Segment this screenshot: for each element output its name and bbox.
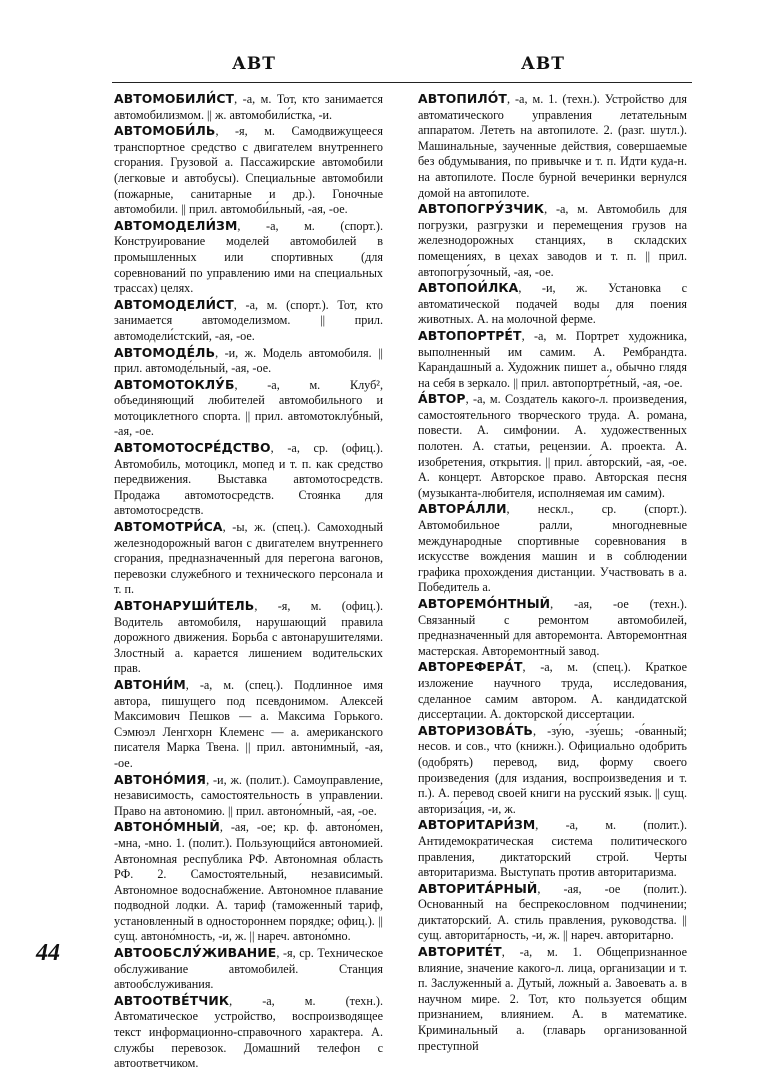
entry-definition: , -и, ж. Модель автомобиля. || прил. автомоде́льный, -ая, -ое. [114,345,383,376]
dictionary-entry [418,280,687,328]
entry-headword: АВТОНО́МНЫЙ [114,819,220,835]
entry-headword: АВТОРИТА́РНЫЙ [418,880,538,896]
entry-headword: АВТОРИЗОВА́ТЬ [418,722,533,738]
entry-definition: , -а, м. Создатель какого-л. произведения, самостоятельного творческого труда. А. романа, повести. А. симфонии. А. художественных полотен. А. статьи, рецензии. А. проекта. А. изобретения, открытия. || прил. а́вторский, -ая, -ое. А. концерт. Авторское право. Авторская песня (музыканта-любителя, исполняемая им самим). [418,392,687,500]
dictionary-entry [418,596,687,659]
dictionary-entry [418,201,687,280]
dictionary-entry [418,881,687,944]
entry-definition: , -а, м. Клуб², объединяющий любителей автомобильного и мотоциклетного спорта. || прил. автомотоклу́бный, -ая, -ое. [114,377,383,439]
dictionary-entry [114,772,383,820]
entry-definition: , -ая, -ое; кр. ф. автоно́мен, -мна, -мно. 1. (полит.). Пользующийся автономией. Автономная республика РФ. Автономная область РФ. 2. Самостоятельный, независимый. Автономное водоснабжение. Автономное плавание подводной лодки. А. тариф (таможенный тариф, установленный в одностороннем порядке; офиц.). || сущ. автоно́мность, -и, ж. || нареч. автоно́мно. [114,820,383,944]
entry-definition: , -я, м. (офиц.). Водитель автомобиля, нарушающий правила дорожного движения. Борьба с автонарушителями. Злостный а. карается лишением водительских прав. [114,599,383,676]
entry-definition: , -а, м. Тот, кто занимается автомобилизмом. || ж. автомобили́стка, -и. [114,92,383,122]
entry-definition: , -а, м. (спец.). Краткое изложение научного труда, исследования, сделанное самим автором. А. кандидатской диссертации. А. докторской диссертации. [418,660,687,722]
dictionary-entry [418,391,687,501]
page-number: 44 [36,940,60,966]
entry-headword: АВТООТВЕ́ТЧИК [114,992,230,1008]
entry-definition: , -и, ж. (полит.). Самоуправление, независимость, самостоятельность в управлении. Право на автономию. || прил. автоно́мный, -ая, -ое. [114,772,383,818]
entry-headword: АВТОРЕМО́НТНЫЙ [418,596,551,611]
dictionary-entry [114,91,383,123]
entry-definition: , -а, м. (полит.). Антидемократическая система политического правления, диктаторский строй. Черты авторитаризма. Выступать против авторитаризма. [418,818,687,880]
dictionary-entry [418,944,687,1054]
entry-definition: , -а, м. (техн.). Автоматическое устройство, воспроизводящее текст информационно-справочного характера. А. службы перевозок. Домашний телефон с автоответчиком. [114,993,383,1071]
dictionary-entry [418,501,687,596]
entry-headword: АВТОМОДЕ́ЛЬ [114,344,216,360]
entry-definition: , -а, м. (спорт.). Тот, кто занимается автомоделизмом. || прил. автомодели́стский, -ая, -ое. [114,297,383,343]
dictionary-entry [114,677,383,772]
entry-headword: АВТОРЕФЕРА́Т [418,659,523,675]
entry-definition: , -ая, -ое (техн.). Связанный с ремонтом автомобилей, предназначенный для авторемонта. Авторемонтная мастерская. Авторемонтный завод. [418,597,687,658]
running-head-left: АВТ [232,54,276,74]
left-column [114,91,383,1072]
right-column [418,91,687,1054]
entry-definition: , -ая, -ое (полит.). Основанный на беспрекословном подчинении; диктаторский. А. стиль правления, руководства. || сущ. авторита́рность, -и, ж. || нареч. авторита́рно. [418,881,687,943]
entry-definition: , нескл., ср. (спорт.). Автомобильное ралли, многодневные международные спортивные соревнования в искусстве вождения машин и в соблюдении графика прохождения дистанции. Участвовать в а. Победитель а. [418,502,687,595]
entry-headword: АВТОНАРУШИ́ТЕЛЬ [114,598,255,613]
entry-definition: , -ы, ж. (спец.). Самоходный железнодорожный вагон с двигателем внутреннего сгорания, предназначенный для перегона вагонов, перевозки служебного и технического персонала и т. п. [114,520,383,597]
entry-headword: АВТОМОТРИ́СА [114,519,223,535]
dictionary-entry [114,945,383,993]
entry-headword: АВТОМОТОСРЕ́ДСТВО [114,440,271,456]
entry-definition: , -а, м. Портрет художника, выполненный им самим. А. Рембрандта. Карандашный а. Художник пишет а., обычно глядя на себя в зеркало. || прил. автопортре́тный, -ая, -ое. [418,328,687,390]
entry-headword: АВТОМОДЕЛИ́ЗМ [114,217,238,233]
dictionary-entry [114,345,383,377]
entry-definition: , -а, ср. (офиц.). Автомобиль, мотоцикл, мопед и т. п. как средство передвижения. Выставка автомотосредств. Продажа автомотосредств. Стоянка для автомотосредств. [114,441,383,518]
entry-headword: АВТОРИТЕ́Т [418,944,502,960]
entry-headword: АВТОПИЛО́Т [418,91,507,106]
dictionary-entry [114,819,383,945]
entry-headword: АВТОМОБИ́ЛЬ [114,123,216,139]
entry-definition: , -а, м. 1. (техн.). Устройство для автоматического управления летательным аппаратом. Лететь на автопилоте. 2. (разг. шутл.). Машинальные, заученные действия, совершаемые без обдумывания, по привычке и т. п. Идти куда-н. на автопилоте. После бурной вечеринки вернулся домой на автопилоте. [418,92,687,200]
entry-headword: АВТОПОРТРЕ́Т [418,327,522,343]
entry-headword: АВТОРИТАРИ́ЗМ [418,817,536,833]
entry-definition: , -и, ж. Установка с автоматической подачей воды для поения животных. А. на молочной ферме. [418,281,687,327]
entry-headword: АВТОМОБИЛИ́СТ [114,91,235,106]
entry-headword: АВТОНИ́М [114,676,186,692]
entry-definition: , -зу́ю, -зу́ешь; -о́ванный; несов. и сов., что (книжн.). Официально одобрить (одобрять) перевод, вид, форму своего произведения (для издания, воспроизведения и т. п.). А. перевод своей книги на русский язык. || сущ. авториза́ция, -и, ж. [418,723,687,816]
entry-headword: АВТОРА́ЛЛИ [418,501,507,517]
dictionary-entry [418,723,687,818]
entry-headword: АВТОНО́МИЯ [114,771,207,787]
entry-definition: , -а, м. (спорт.). Конструирование моделей автомобилей в промышленных или спортивных (для соревнований по управлению ими на специальных трассах) целях. [114,218,383,296]
dictionary-entry [114,598,383,677]
dictionary-entry [114,297,383,345]
entry-definition: , -я, м. Самодвижущееся транспортное средство с двигателем внутреннего сгорания. Грузовой а. Пассажирские автомобили (легковые и автобусы). Специальные автомобили (пожарные, санитарные и др.). Гоночные автомобили. || прил. автомоби́льный, -ая, -ое. [114,124,383,217]
entry-definition: , -а, м. (спец.). Подлинное имя автора, пишущего под псевдонимом. Алексей Максимович Пешков — а. Максима Горького. Сэмюэл Ленгхорн Клеменс — а. американского писателя Марка Твена. || прил. автони́мный, -ая, -ое. [114,677,383,770]
entry-definition: , -я, ср. Техническое обслуживание автомобилей. Станция автообслуживания. [114,946,383,992]
dictionary-entry [418,328,687,391]
entry-headword: А́ВТОР [418,391,466,407]
entry-headword: АВТОПОИ́ЛКА [418,280,519,296]
dictionary-entry [114,123,383,218]
entry-headword: АВТОПОГРУ́ЗЧИК [418,201,545,217]
header-rule [112,82,692,83]
entry-headword: АВТООБСЛУ́ЖИВАНИЕ [114,945,277,961]
entry-headword: АВТОМОДЕЛИ́СТ [114,296,234,312]
dictionary-entry [114,993,383,1072]
dictionary-entry [114,218,383,297]
running-head-right: АВТ [521,54,565,74]
entry-definition: , -а, м. Автомобиль для погрузки, разгрузки и перемещения грузов на железнодорожных станциях, в складских помещениях, в цехах заводов и т. п. || прил. автопогру́зочный, -ая, -ое. [418,202,687,279]
dictionary-entry [114,519,383,598]
entry-headword: АВТОМОТОКЛУ́Б [114,376,235,392]
entry-definition: , -а, м. 1. Общепризнанное влияние, значение какого-л. лица, организации и т. п. Заслуженный а. Дутый, ложный а. Завоевать а. в научном мире. 2. Тот, кто пользуется общим признанием, влиянием. А. в математике. Криминальный а. (главарь организованной преступной [418,945,687,1053]
dictionary-entry [418,817,687,880]
dictionary-entry [418,91,687,201]
dictionary-entry [114,440,383,519]
dictionary-entry [418,659,687,722]
dictionary-entry [114,377,383,440]
